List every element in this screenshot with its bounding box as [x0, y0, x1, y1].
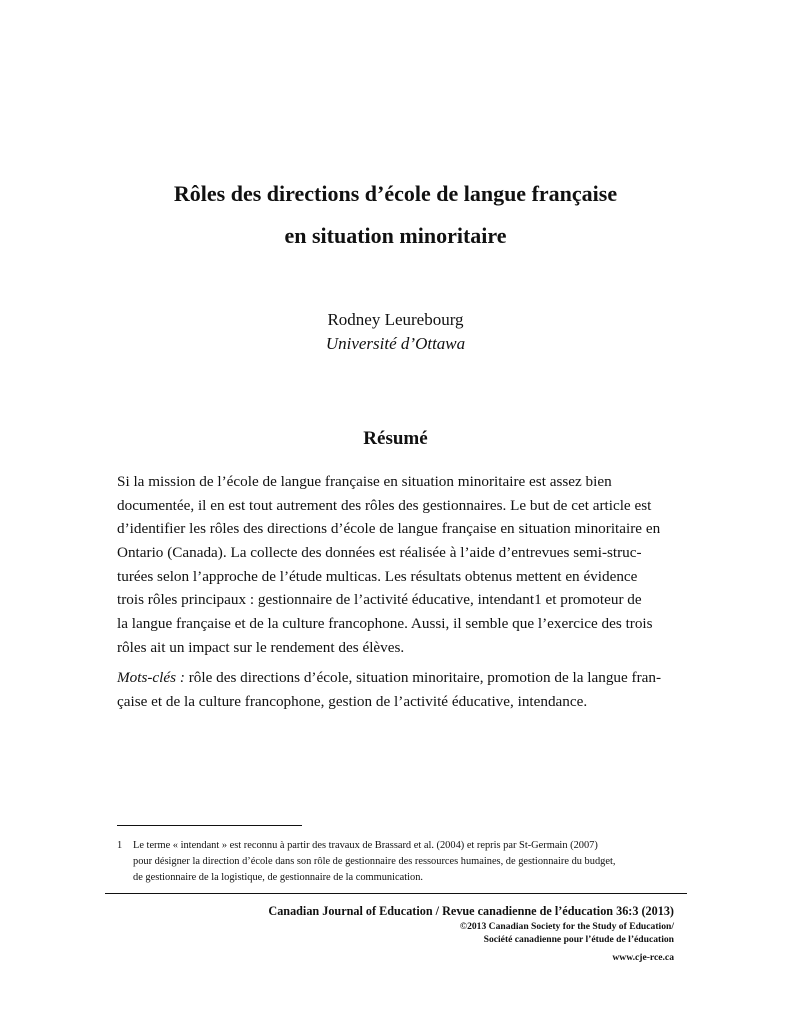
keywords-text: rôle des directions d’école, situation minoritaire, promotion de la langue fran-	[184, 669, 662, 686]
article-title-line-2: en situation minoritaire	[284, 223, 507, 248]
footnote-divider	[117, 825, 302, 826]
copyright-line: Société canadienne pour l’étude de l’éducation	[483, 934, 674, 945]
journal-website: www.cje-rce.ca	[612, 952, 674, 963]
copyright-notice	[460, 920, 674, 946]
keywords-paragraph	[117, 666, 677, 713]
article-title-line-1: Rôles des directions d’école de langue française	[173, 181, 618, 206]
footnote	[117, 838, 687, 886]
footnote-line: de gestionnaire de la logistique, de gestionnaire de la communication.	[133, 872, 423, 883]
abstract-heading: Résumé	[363, 428, 428, 449]
author-affiliation: Université d’Ottawa	[325, 334, 466, 353]
copyright-line: ©2013 Canadian Society for the Study of Education/	[459, 921, 674, 932]
footnote-number: 1	[117, 840, 123, 851]
journal-citation: Canadian Journal of Education / Revue canadienne de l’éducation 36:3 (2013)	[268, 904, 674, 918]
abstract-line: Si la mission de l’école de langue française en situation minoritaire est assez bien	[117, 473, 612, 490]
keywords-label: Mots-clés :	[117, 669, 185, 686]
abstract-body	[117, 470, 677, 660]
abstract-line: documentée, il en est tout autrement des rôles des gestionnaires. Le but de cet article est	[117, 496, 652, 514]
abstract-line: Ontario (Canada). La collecte des données est réalisée à l’aide d’entrevues semi-struc-	[117, 544, 642, 562]
author-name: Rodney Leurebourg	[327, 310, 464, 329]
keywords-line	[117, 666, 677, 690]
footnote-line: pour désigner la direction d’école dans son rôle de gestionnaire des ressources humaines, de gestionnaire du budget,	[133, 856, 616, 867]
footnote-line	[117, 838, 687, 854]
footnote-text: Le terme « intendant » est reconnu à partir des travaux de Brassard et al. (2004) et repris par St-Germain (2007)	[133, 840, 598, 851]
abstract-line: la langue française et de la culture francophone. Aussi, il semble que l’exercice des trois	[117, 615, 653, 633]
footer-divider	[105, 893, 687, 894]
keywords-line: çaise et de la culture francophone, gestion de l’activité éducative, intendance.	[117, 692, 588, 710]
abstract-line: turées selon l’approche de l’étude multicas. Les résultats obtenus mettent en évidence	[117, 567, 638, 585]
abstract-line: d’identifier les rôles des directions d’école de langue française en situation minoritaire en	[117, 520, 661, 538]
abstract-line: rôles ait un impact sur le rendement des élèves.	[117, 638, 405, 656]
abstract-line: trois rôles principaux : gestionnaire de l’activité éducative, intendant1 et promoteur de	[117, 591, 642, 609]
